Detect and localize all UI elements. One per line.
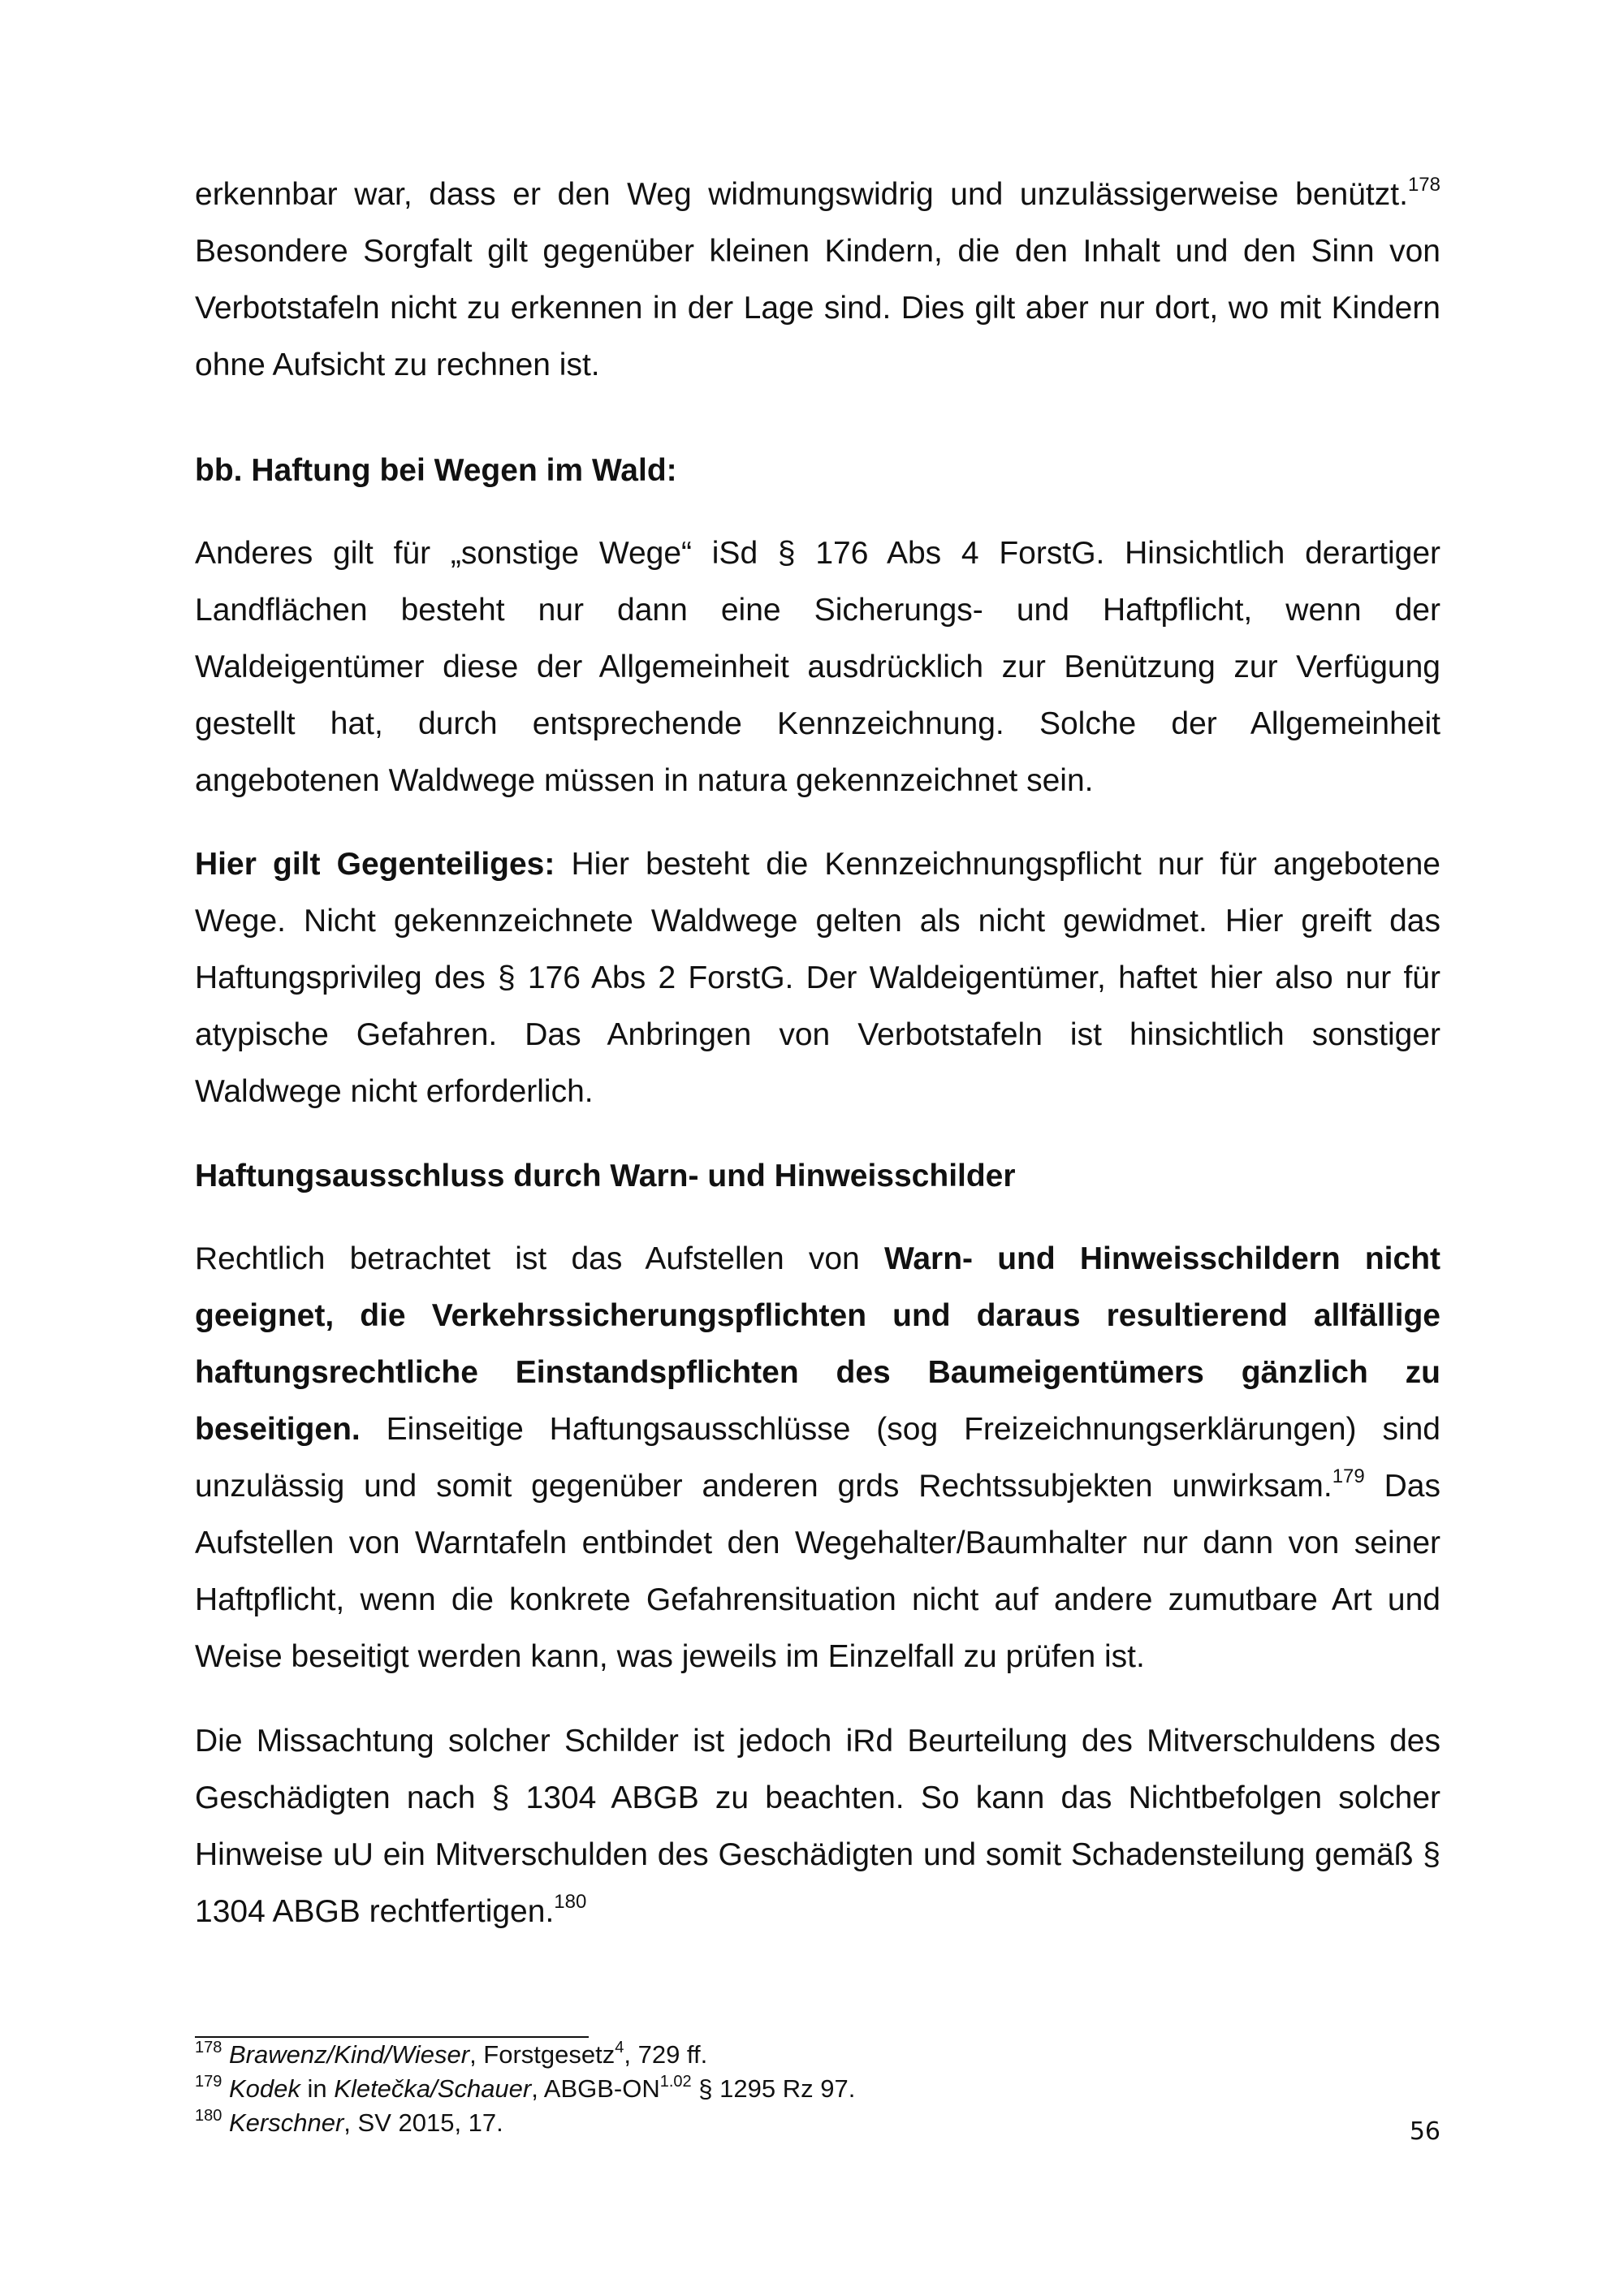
footnote-separator bbox=[195, 2036, 589, 2038]
paragraph-1-line-1: erkennbar war, dass er den Weg widmungswidrig und unzulässigerweise benützt.$^{178}$ bbox=[195, 174, 1440, 212]
paragraph-1 bbox=[195, 166, 1440, 394]
paragraph-3-lead: Hier gilt Gegenteiliges: bbox=[195, 847, 555, 882]
paragraph-3 bbox=[195, 836, 1440, 1120]
paragraph-4-text: Rechtlich betrachtet ist das Aufstellen von Warn- und Hinweisschildern nicht geeignet, die Verkehrssicherungspflichten und daraus resultierend allfällige haftungsrechtliche Einstandspflichten des Baumeigentümers gänzlich zu beseitigen. Einseitige Haftungsausschlüsse (sog Freizeichnungserklärungen) sind unzulässig und somit gegenüber anderen grds Rechtssubjekten unwirksam.$^{179}$ Das Aufstellen von Warntafeln entbindet den Wegehalter/Baumhalter nur dann von seiner Haftpflicht, wenn die konkrete Gefahrensituation nicht auf andere zumutbare Art und Weise beseitigt werden kann, was jeweils im Einzelfall zu prüfen ist. bbox=[195, 1241, 1441, 1674]
paragraph-3-text bbox=[195, 836, 1440, 1120]
footnote-178: $^{178}$ Brawenz/Kind/Wieser, Forstgesetz$^4$, 729 ff. bbox=[195, 2039, 708, 2069]
heading-bb bbox=[195, 442, 1440, 499]
paragraph-2 bbox=[195, 525, 1440, 809]
paragraph-2-text: Anderes gilt für „sonstige Wege“ iSd § 176 Abs 4 ForstG. Hinsichtlich derartiger Landflächen besteht nur dann eine Sicherungs- und Haftpflicht, wenn der Waldeigentümer diese der Allgemeinheit ausdrücklich zur Benützung zur Verfügung gestellt hat, durch entsprechende Kennzeichnung. Solche der Allgemeinheit angebotenen Waldwege müssen in natura gekennzeichnet sein. bbox=[195, 536, 1440, 798]
footnote-179: $^{179}$ Kodek in Kletečka/Schauer, ABGB-$ON^{1.02}$ § 1295 Rz 97. bbox=[195, 2073, 856, 2103]
paragraph-1-rest: Besondere Sorgfalt gilt gegenüber kleinen Kindern, die den Inhalt und den Sinn von Verbotstafeln nicht zu erkennen in der Lage sind. Dies gilt aber nur dort, wo mit Kindern ohne Aufsicht zu rechnen ist. bbox=[195, 234, 1440, 382]
footnote-ref-179[interactable]: 179 bbox=[1332, 1465, 1365, 1487]
paragraph-5 bbox=[195, 1713, 1440, 1940]
footnote-180: $^{180}$ Kerschner, SV 2015, 17. bbox=[195, 2107, 503, 2137]
paragraph-4 bbox=[195, 1231, 1440, 1685]
paragraph-4-bold: Warn- und Hinweisschildern nicht geeignet, die Verkehrssicherungspflichten und daraus resultierend allfällige haftungsrechtliche Einstandspflichten des Baumeigentümers gänzlich zu beseitigen. bbox=[195, 1241, 1441, 1447]
footnote-ref-178[interactable]: 178 bbox=[1407, 174, 1440, 196]
heading-haftungsausschluss bbox=[195, 1148, 1440, 1205]
footnotes bbox=[195, 2039, 1440, 2142]
paragraph-5-text: Die Missachtung solcher Schilder ist jedoch iRd Beurteilung des Mitverschuldens des Geschädigten nach § 1304 ABGB zu beachten. So kann das Nichtbefolgen solcher Hinweise uU ein Mitverschulden des Geschädigten und somit Schadensteilung gemäß § 1304 ABGB rechtfertigen.$^{180}$ bbox=[195, 1724, 1440, 1929]
paragraph-3-body: Hier besteht die Kennzeichnungspflicht nur für angebotene Wege. Nicht gekennzeichnete Waldwege gelten als nicht gewidmet. Hier greift das Haftungsprivileg des § 176 Abs 2 ForstG. Der Waldeigentümer, haftet hier also nur für atypische Gefahren. Das Anbringen von Verbotstafeln ist hinsichtlich sonstiger Waldwege nicht erforderlich. bbox=[195, 847, 1440, 1109]
footnote-ref-180[interactable]: 180 bbox=[554, 1891, 587, 1913]
section-heading-wald: bb. Haftung bei Wegen im Wald: bbox=[195, 453, 677, 488]
section-heading-warnschilder: Haftungsausschluss durch Warn- und Hinweisschilder bbox=[195, 1159, 1016, 1193]
page-number: 56 bbox=[1409, 2117, 1440, 2146]
